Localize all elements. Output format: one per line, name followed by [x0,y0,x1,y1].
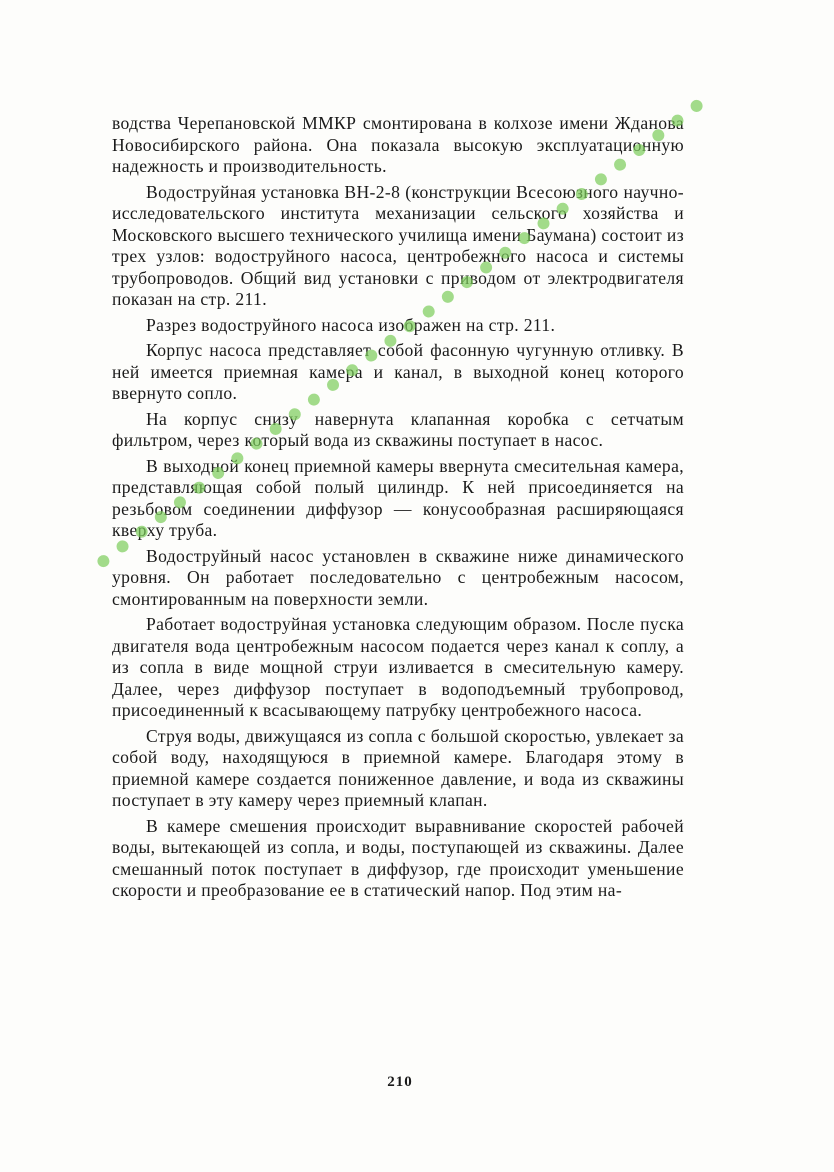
paragraph-1: водства Черепановской ММКР смонтирована в колхозе имени Жданова Новосибирского района. Она показала высокую эксплуатационную надежность и производительность. [112,113,684,176]
paragraph-4: Корпус насоса представляет собой фасонную чугунную отливку. В ней имеется приемная камера и канал, в выходной конец которого ввернуто сопло. [112,340,684,403]
paragraph-3: Разрез водоструйного насоса изображен на стр. 211. [146,314,556,335]
page-number: 210 [387,1074,413,1090]
paragraph-8: Работает водоструйная установка следующим образом. После пуска двигателя вода центробежным насосом подается через канал к соплу, а из сопла в виде мощной струи изливается в смесительную камеру. Далее, через диффузор поступает в водоподъемный трубопровод, присоединенный к всасывающему патрубку центробежного насоса. [112,614,684,720]
paragraph-6: В выходной конец приемной камеры ввернута смесительная камера, представляющая собой полый цилиндр. К ней присоединяется на резьбовом соединении диффузор — конусообразная расширяющаяся кверху труба. [112,455,684,540]
paragraph-7: Водоструйный насос установлен в скважине ниже динамического уровня. Он работает последовательно с центробежным насосом, смонтированным на поверхности земли. [112,545,684,609]
body-text [112,113,684,906]
paragraph-2: Водоструйная установка ВН-2-8 (конструкции Всесоюзного научно-исследовательского института механизации сельского хозяйства и Московского высшего технического училища имени Баумана) состоит из трех узлов: водоструйного насоса, центробежного насоса и системы трубопроводов. Общий вид установки с приводом от электродвигателя показан на стр. 211. [112,181,684,309]
paragraph-5: На корпус снизу навернута клапанная коробка с сетчатым фильтром, через который вода из скважины поступает в насос. [112,408,684,450]
paragraph-10: В камере смешения происходит выравнивание скоростей рабочей воды, вытекающей из сопла, и воды, поступающей из скважины. Далее смешанный поток поступает в диффузор, где происходит уменьшение скорости и преобразование ее в статический напор. Под этим на- [112,815,684,900]
paragraph-9: Струя воды, движущаяся из сопла с большой скоростью, увлекает за собой воду, находящуюся в приемной камере. Благодаря этому в приемной камере создается пониженное давление, и вода из скважины поступает в эту камеру через приемный клапан. [112,725,684,810]
